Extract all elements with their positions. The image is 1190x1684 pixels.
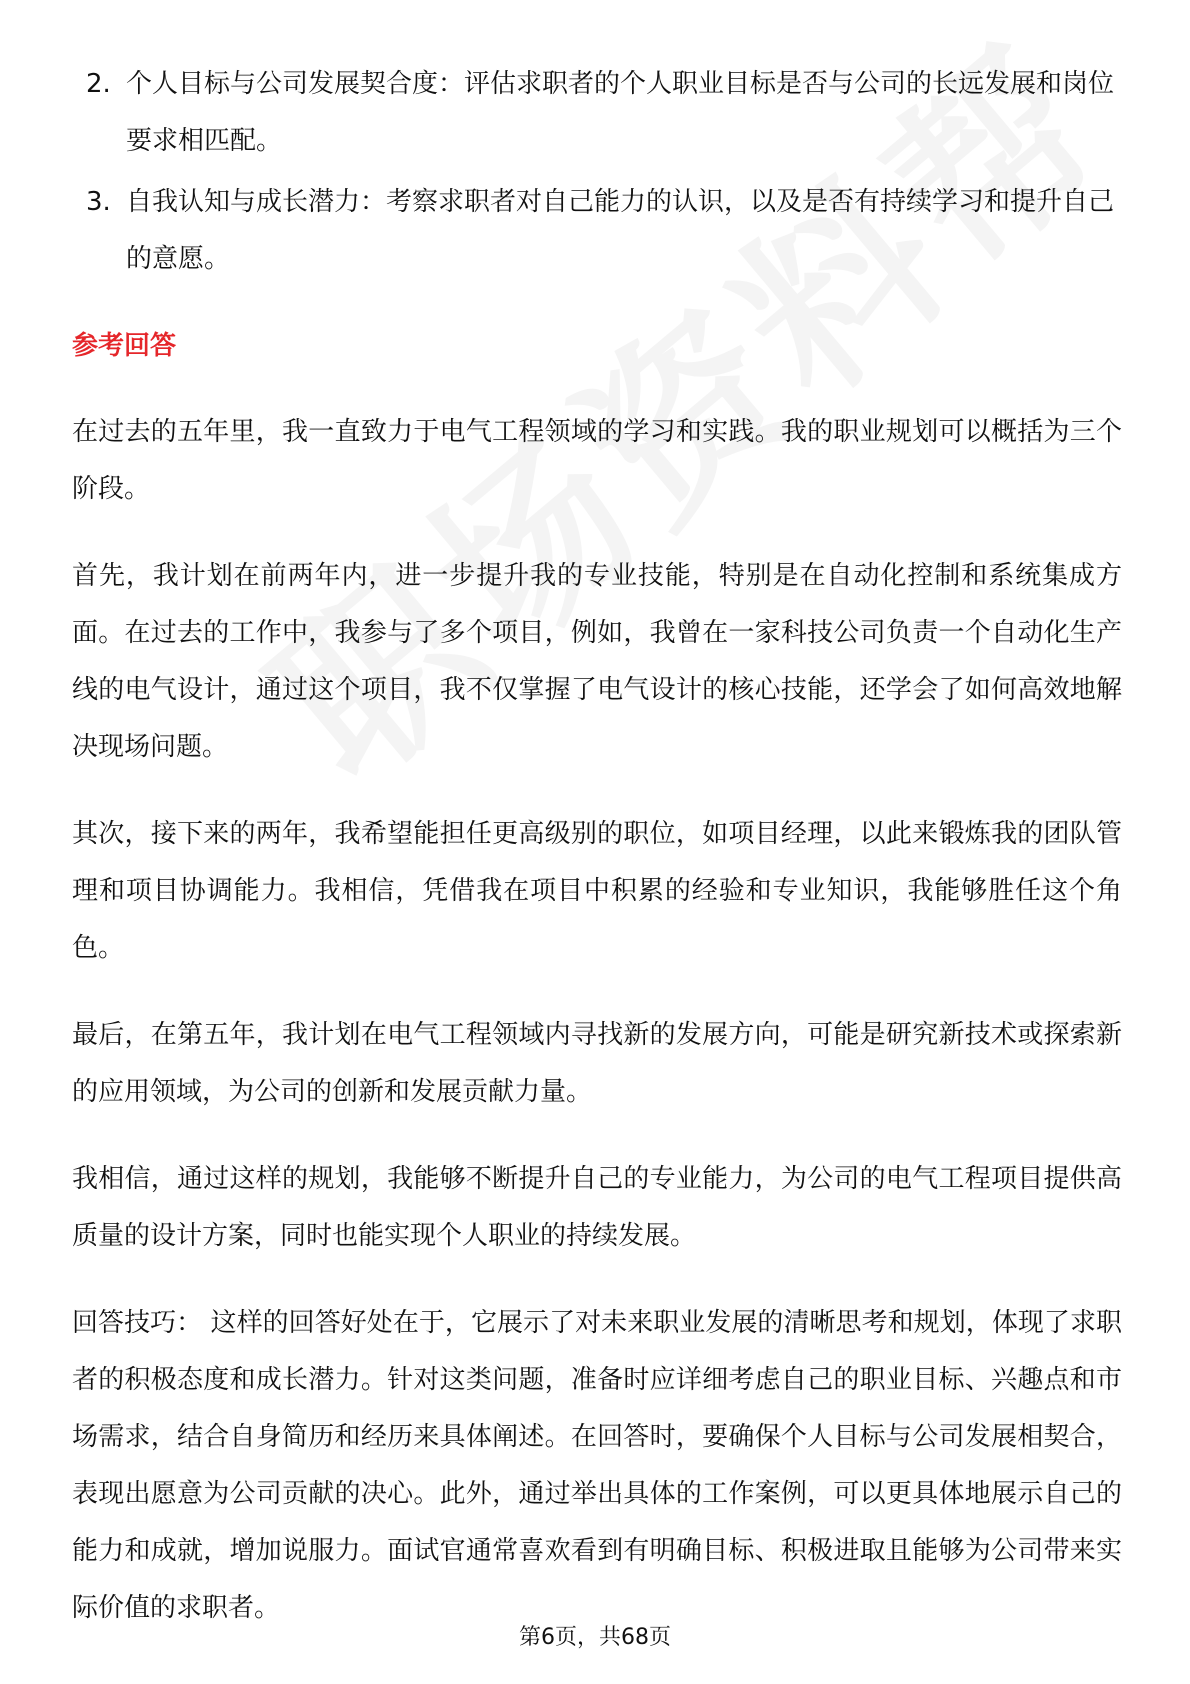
paragraph-first-stage: 首先，我计划在前两年内，进一步提升我的专业技能，特别是在自动化控制和系统集成方面。在过去的工作中，我参与了多个项目，例如，我曾在一家科技公司负责一个自动化生产线的电气设计，通过这个项目，我不仅掌握了电气设计的核心技能，还学会了如何高效地解决现场问题。 xyxy=(72,561,1122,762)
page-content xyxy=(72,56,1122,1667)
paragraph-second-stage: 其次，接下来的两年，我希望能担任更高级别的职位，如项目经理，以此来锻炼我的团队管理和项目协调能力。我相信，凭借我在项目中积累的经验和专业知识，我能够胜任这个角色。 xyxy=(72,819,1122,963)
section-heading: 参考回答 xyxy=(72,331,177,361)
list-number: 3. xyxy=(86,187,111,217)
paragraph-conclusion: 我相信，通过这样的规划，我能够不断提升自己的专业能力，为公司的电气工程项目提供高质量的设计方案，同时也能实现个人职业的持续发展。 xyxy=(72,1164,1122,1251)
paragraph-answer-tips: 回答技巧： 这样的回答好处在于，它展示了对未来职业发展的清晰思考和规划，体现了求职者的积极态度和成长潜力。针对这类问题，准备时应详细考虑自己的职业目标、兴趣点和市场需求，结合自身简历和经历来具体阐述。在回答时，要确保个人目标与公司发展相契合，表现出愿意为公司贡献的决心。此外，通过举出具体的工作案例，可以更具体地展示自己的能力和成就，增加说服力。面试官通常喜欢看到有明确目标、积极进取且能够为公司带来实际价值的求职者。 xyxy=(72,1308,1122,1623)
list-text: 个人目标与公司发展契合度：评估求职者的个人职业目标是否与公司的长远发展和岗位要求相匹配。 xyxy=(126,69,1115,156)
list-item xyxy=(72,56,1122,170)
list-item xyxy=(72,174,1122,288)
paragraph-third-stage: 最后，在第五年，我计划在电气工程领域内寻找新的发展方向，可能是研究新技术或探索新的应用领域，为公司的创新和发展贡献力量。 xyxy=(72,1020,1122,1107)
list-number: 2. xyxy=(86,69,111,99)
list-text: 自我认知与成长潜力：考察求职者对自己能力的认识，以及是否有持续学习和提升自己的意愿。 xyxy=(126,187,1115,274)
page-footer: 第6页，共68页 xyxy=(519,1625,671,1650)
paragraph-intro: 在过去的五年里，我一直致力于电气工程领域的学习和实践。我的职业规划可以概括为三个阶段。 xyxy=(72,417,1122,504)
